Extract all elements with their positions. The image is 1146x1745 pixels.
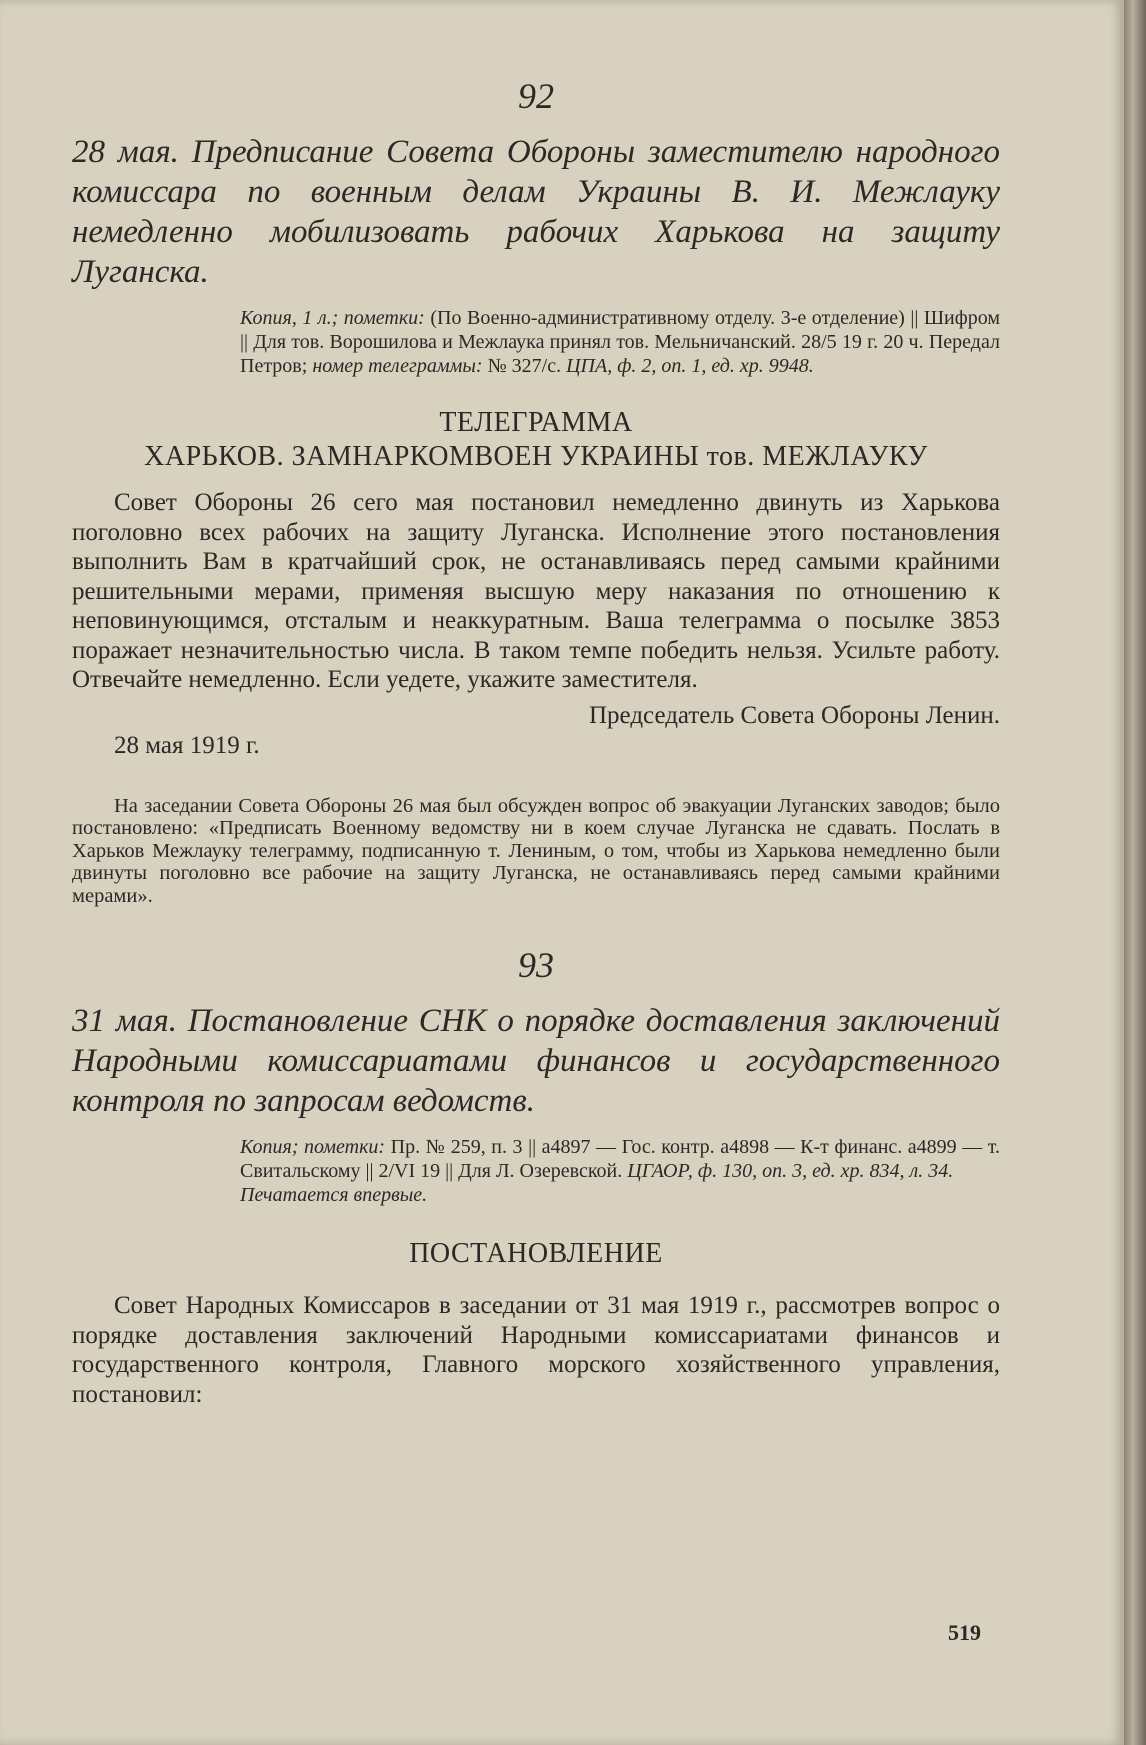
first-publication-note: Печатается впервые. [240, 1184, 428, 1206]
resolution-body: Совет Народных Комиссаров в заседании от 31 мая 1919 г., рассмотрев вопрос о порядке доставления заключений Народными комиссариатами финансов и государственного контроля, Главного морского хозяйственного управления, постановил: [72, 1292, 1000, 1408]
heading-telegram: ТЕЛЕГРАММА [439, 407, 633, 438]
note-text-telegram-number: № 327/с. [482, 355, 567, 377]
note-archive-ref: ЦПА, ф. 2, оп. 1, ед. хр. 9948. [566, 355, 814, 377]
telegram-body: Совет Обороны 26 сего мая постановил немедленно двинуть из Харькова поголовно всех рабочих на защиту Луганска. Исполнение этого постановления выполнить Вам в кратчайший срок, не останавливаясь перед самыми крайними решительными мерами, применяя высшую меру наказания по отношению к неповинующимся, отсталым и неаккуратным. Ваша телеграмма о посылке 3853 поражает незначительностью числа. В таком темпе победить нельзя. Усильте работу. Отвечайте немедленно. Если уедете, укажите заместителя. [72, 489, 1000, 693]
note-label-copy-93: Копия; пометки: [240, 1136, 386, 1158]
note-archive-ref-93: ЦГАОР, ф. 130, оп. 3, ед. хр. 834, л. 34. [627, 1160, 954, 1182]
document-number-93: 93 [518, 945, 554, 985]
note-label-telegram: номер телеграммы: [312, 355, 483, 377]
note-text-marks-93: Пр. № 259, п. 3 || а4897 — Гос. контр. а4898 — К-т финанс. а4899 — т. Свитальскому || 2/VI 19 || Для Л. Озеревской. [240, 1136, 1000, 1182]
source-note-93 [240, 1135, 1000, 1183]
source-note-92 [240, 306, 1000, 378]
page-number: 519 [948, 1620, 981, 1645]
editorial-footnote: На заседании Совета Обороны 26 мая был обсужден вопрос об эвакуации Луганских заводов; было постановлено: «Предписать Военному ведомству ни в коем случае Луганска не сдавать. Послать в Харьков Межлауку телеграмму, подписанную т. Лениным, о том, чтобы из Харькова немедленно были двинуты поголовно все рабочие на защиту Луганска, не останавливаясь перед самыми крайними мерами». [72, 794, 1000, 907]
document-number-92: 92 [518, 76, 554, 116]
signature: Председатель Совета Обороны Ленин. [589, 701, 1000, 729]
heading-addressee: ХАРЬКОВ. ЗАМНАРКОМВОЕН УКРАИНЫ тов. МЕЖЛАУКУ [144, 441, 928, 472]
telegram-date: 28 мая 1919 г. [114, 731, 260, 759]
heading-resolution: ПОСТАНОВЛЕНИЕ [409, 1238, 663, 1269]
page-content [72, 78, 1000, 1409]
book-gutter-edge [1124, 0, 1146, 1745]
note-label-copy: Копия, 1 л.; пометки: [240, 307, 425, 329]
note-text-marks: (По Военно-административному отделу. 3-е отделение) || Шифром || Для тов. Ворошилова и Межлаука принял тов. Мельничанский. 28/5 19 г. 20 ч. Передал Петров; [240, 307, 1000, 377]
document-title-92: 28 мая. Предписание Совета Обороны заместителю народного комиссара по военным делам Украины В. И. Межлауку немедленно мобилизовать рабочих Харькова на защиту Луганска. [72, 134, 1000, 290]
document-title-93: 31 мая. Постановление СНК о порядке доставления заключений Народными комиссариатами финансов и государственного контроля по запросам ведомств. [72, 1003, 1000, 1119]
